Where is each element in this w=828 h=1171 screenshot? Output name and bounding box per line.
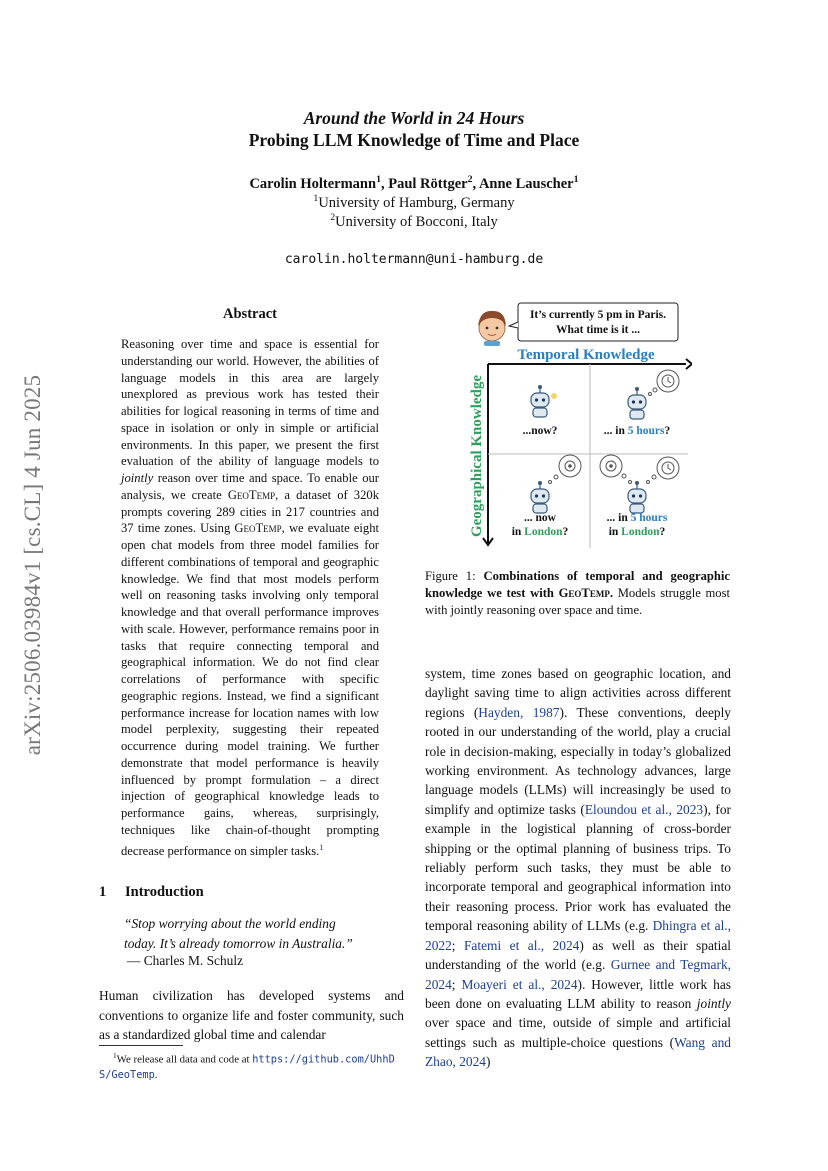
footnote: $^1$We release all data and code at https://github.com/UhhDS/GeoTemp. xyxy=(99,1051,395,1081)
quadrant-label-now: ...now? xyxy=(522,425,558,437)
citation-link[interactable]: Gurnee and Tegmark, 2024 xyxy=(425,957,731,992)
citation-link[interactable]: Wang and Zhao, 2024 xyxy=(425,1034,731,1070)
abstract-text: , we evaluate eight open chat models from three model families for different combinations of temporal and geographic knowledge. We find that most models perform well on reasoning tasks involving only temporal knowledge and that overall performance improves with scale. However, performance remains poor in tasks that require connecting temporal and geographical information. We do not find clear correlations of performance with specific geographic regions. Instead, we find a significant performance increase for location names with low model perplexity, suggesting their repeated occurrence during model training. We further demonstrate that model performance is heavily influenced by prompt formulation – a direct injection of geographical knowledge leads to performance gains, whereas, surprisingly, techniques like chain-of-thought prompting decrease performance on simpler tasks. xyxy=(121,521,379,858)
caption-bold: Combinations of temporal and geographic knowledge we test with GeoTemp. xyxy=(425,569,730,600)
abstract-body xyxy=(121,336,379,859)
quadrant-label-5-hours-london-line1: ... in 5 hours xyxy=(606,512,668,524)
thought-bubble-location-icon xyxy=(549,455,582,484)
figure-1 xyxy=(462,296,692,552)
emphasis: jointly xyxy=(696,995,731,1011)
arrow-right-icon xyxy=(686,359,692,369)
citation-link[interactable]: Fatemi et al., 2024 xyxy=(463,937,580,953)
thought-bubble-clock-icon xyxy=(649,370,680,396)
thought-bubble-location-icon xyxy=(600,455,632,484)
quote-line: “Stop worrying about the world ending xyxy=(124,916,336,931)
robot-icon xyxy=(531,481,549,513)
author-name: Anne Lauscher xyxy=(478,175,574,192)
abstract-text: , a dataset of 320k prompts covering 289 cities in 217 countries and 37 time zones. Using xyxy=(121,487,379,536)
lightbulb-icon xyxy=(551,393,557,399)
quote-line: today. It’s already tomorrow in Australia.” xyxy=(124,935,353,951)
caption-text: Models struggle most with jointly reasoning over space and time. xyxy=(425,586,730,617)
speech-line-1: It’s currently 5 pm in Paris. xyxy=(529,309,667,321)
affil-mark: 2 xyxy=(330,212,336,223)
section-number: 1 xyxy=(99,884,107,900)
author-email[interactable]: carolin.holtermann@uni-hamburg.de xyxy=(284,252,544,267)
citation-link[interactable]: Moayeri et al., 2024 xyxy=(461,976,578,992)
affil-text: University of Bocconi, Italy xyxy=(335,213,498,230)
author-name: Carolin Holtermann xyxy=(249,175,377,192)
footnote-url-link[interactable]: https://github.com/UhhDS/GeoTemp xyxy=(99,1053,395,1081)
quadrant-label-now-london-line2: in London? xyxy=(511,526,569,538)
arxiv-id-text: arXiv:2506.03984v1 [cs.CL] 4 Jun 2025 xyxy=(20,374,45,756)
quadrant-label-5-hours: ... in 5 hours? xyxy=(603,425,671,437)
quote-author: — Charles M. Schulz xyxy=(127,953,244,968)
robot-icon xyxy=(628,481,646,513)
affiliation xyxy=(0,212,828,231)
citation-link[interactable]: Hayden, 1987 xyxy=(478,704,560,720)
dataset-name: GeoTemp xyxy=(234,521,282,536)
footnote-divider xyxy=(99,1045,183,1046)
geographic-axis-label: Geographical Knowledge xyxy=(469,374,485,538)
caption-label: Figure 1: xyxy=(425,569,484,583)
citation-link[interactable]: Dhingra et al., 2022 xyxy=(425,918,731,953)
dataset-name: GeoTemp xyxy=(227,487,276,502)
epigraph-quote xyxy=(124,914,384,953)
robot-icon xyxy=(628,387,646,419)
dataset-name: GeoTemp xyxy=(558,586,610,600)
affil-mark: 1 xyxy=(313,193,319,204)
author-name: Paul Röttger xyxy=(388,175,468,192)
footnote-mark: 1 xyxy=(113,1051,117,1060)
temporal-axis-label: Temporal Knowledge xyxy=(517,347,655,363)
robot-icon xyxy=(531,385,557,417)
figure-1-caption xyxy=(425,568,730,619)
section-heading xyxy=(99,884,204,901)
title-line-2: Probing LLM Knowledge of Time and Place xyxy=(248,130,580,150)
abstract-heading: Abstract xyxy=(223,306,277,322)
abstract-text: reason over time and space. To enable our analysis, we create xyxy=(121,471,379,502)
affiliation xyxy=(0,193,828,212)
speech-line-2: What time is it ... xyxy=(555,324,641,336)
footnote-mark[interactable]: 1 xyxy=(319,841,324,852)
authors: Carolin Holtermann$^1$, Paul Röttger$^2$, Anne Lauscher$^1$ xyxy=(249,174,579,192)
arxiv-identifier xyxy=(8,300,58,830)
thought-bubble-clock-icon xyxy=(647,457,680,484)
quadrant-label-5-hours-london-line2: in London? xyxy=(608,526,666,538)
abstract-text: Reasoning over time and space is essential for understanding our world. However, the abilities of language models in this area are largely unexplored as previous work has tested their abilities for logical reasoning in terms of time and space in isolation or only in simple or artificial environments. In this paper, we present the first evaluation of the ability of language models to xyxy=(121,337,379,469)
intro-paragraph-right: system, time zones based on geographic location, and daylight saving time to align activities across different regions (Hayden, 1987). These conventions, deeply rooted in our understanding of the world, play a crucial role in decision-making, especially in today’s globalized working environment. As technology advances, large language models (LLMs) will increasingly be used to simplify and optimize tasks (Eloundou et al., 2023), for example in the logistical planning of cross-border shipping or the optimal planning of business trips. To reliably perform such tasks, they must be able to incorporate temporal and geographical information into their reasoning process. Prior work has evaluated the temporal reasoning ability of LLMs (e.g. Dhingra et al., 2022; Fatemi et al., 2024) as well as their spatial understanding of the world (e.g. Gurnee and Tegmark, 2024; Moayeri et al., 2024). However, little work has been done on evaluating LLM ability to reason jointly over space and time, outside of simple and artificial settings such as multiple-choice questions (Wang and Zhao, 2024) xyxy=(425,666,731,1070)
intro-paragraph-left: Human civilization has developed systems and conventions to organize life and foster community, such as a standardized global time and calendar xyxy=(99,988,404,1042)
affil-text: University of Hamburg, Germany xyxy=(318,194,515,211)
author-affil-mark: 2 xyxy=(467,174,473,185)
abstract-emphasis: jointly xyxy=(121,471,154,485)
figure-1-graphic xyxy=(462,296,692,552)
title-line-1: Around the World in 24 Hours xyxy=(303,108,525,128)
section-title: Introduction xyxy=(125,884,204,900)
person-avatar-icon xyxy=(478,311,506,346)
author-affil-mark: 1 xyxy=(376,174,381,185)
author-affil-mark: 1 xyxy=(573,174,579,185)
footnote-text: We release all data and code at xyxy=(116,1053,253,1066)
citation-link[interactable]: Eloundou et al., 2023 xyxy=(584,801,704,817)
quadrant-label-now-london-line1: ... now xyxy=(524,512,556,524)
